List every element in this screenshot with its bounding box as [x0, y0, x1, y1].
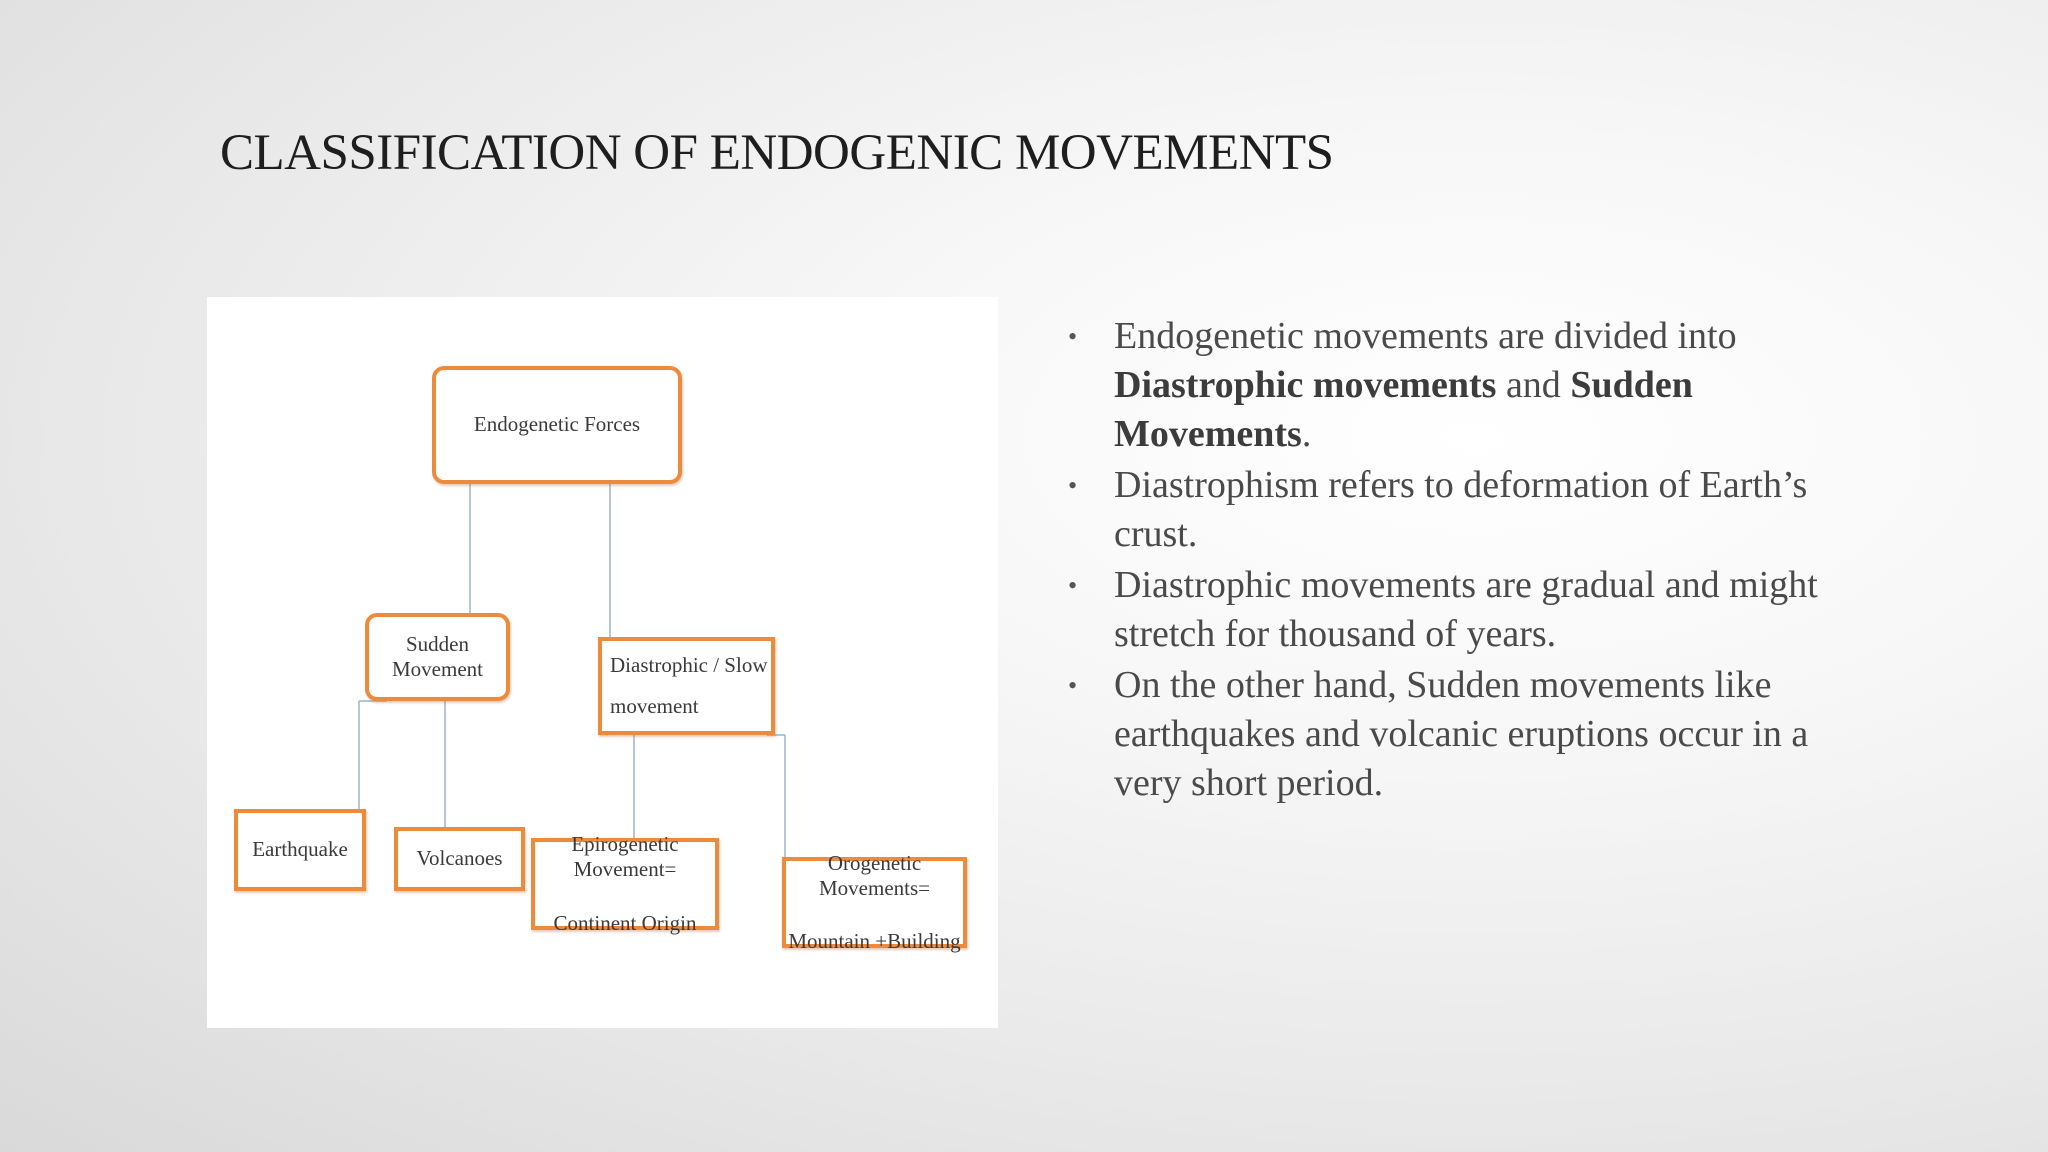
node-diastrophic-slow-line2: movement	[610, 694, 699, 718]
node-diastrophic-slow-line1: Diastrophic / Slow	[610, 652, 768, 677]
node-endogenetic-forces	[432, 366, 682, 484]
bullet-1-bold-diastrophic: Diastrophic movements	[1114, 364, 1497, 406]
node-orogenetic-movements	[782, 850, 967, 954]
bullet-dot-icon: •	[1068, 571, 1078, 600]
node-orogenetic-line2: Mountain +Building	[788, 929, 961, 954]
slide-title: CLASSIFICATION OF ENDOGENIC MOVEMENTS	[220, 125, 1334, 181]
bullet-dot-icon: •	[1068, 322, 1078, 351]
node-volcanoes-label: Volcanoes	[416, 846, 503, 871]
node-epirogenetic-movement	[531, 832, 719, 935]
bullet-1-text-a: Endogenetic movements are divided into	[1114, 315, 1737, 357]
bullet-1-bold-sudden: Sudden Movements	[1114, 364, 1693, 455]
node-volcanoes	[394, 827, 525, 891]
bullet-item	[1068, 561, 1848, 659]
node-diastrophic-slow	[598, 637, 775, 735]
bullet-dot-icon: •	[1068, 471, 1078, 500]
bullet-1-text-c: .	[1301, 413, 1312, 455]
classification-diagram	[207, 297, 998, 1028]
bullet-dot-icon: •	[1068, 671, 1078, 700]
node-earthquake-label: Earthquake	[252, 837, 348, 862]
node-epirogenetic-line1: Epirogenetic Movement=	[571, 832, 679, 882]
bullet-item	[1068, 461, 1848, 559]
bullet-3-text: Diastrophic movements are gradual and might stretch for thousand of years.	[1114, 564, 1818, 655]
bullet-item	[1068, 661, 1848, 808]
node-orogenetic-line1: Orogenetic Movements=	[819, 850, 930, 900]
node-sudden-movement	[365, 613, 510, 701]
bullet-item	[1068, 312, 1848, 459]
bullet-4-text: On the other hand, Sudden movements like earthquakes and volcanic eruptions occur in a very short period.	[1114, 664, 1809, 804]
node-earthquake	[234, 809, 366, 891]
bullet-list	[1068, 312, 1848, 810]
node-epirogenetic-line2: Continent Origin	[553, 910, 697, 935]
bullet-1-text-b: and	[1496, 364, 1571, 406]
node-sudden-movement-label: Sudden Movement	[392, 631, 483, 681]
bullet-2-text: Diastrophism refers to deformation of Earth’s crust.	[1114, 464, 1808, 555]
node-endogenetic-forces-label: Endogenetic Forces	[473, 412, 641, 437]
